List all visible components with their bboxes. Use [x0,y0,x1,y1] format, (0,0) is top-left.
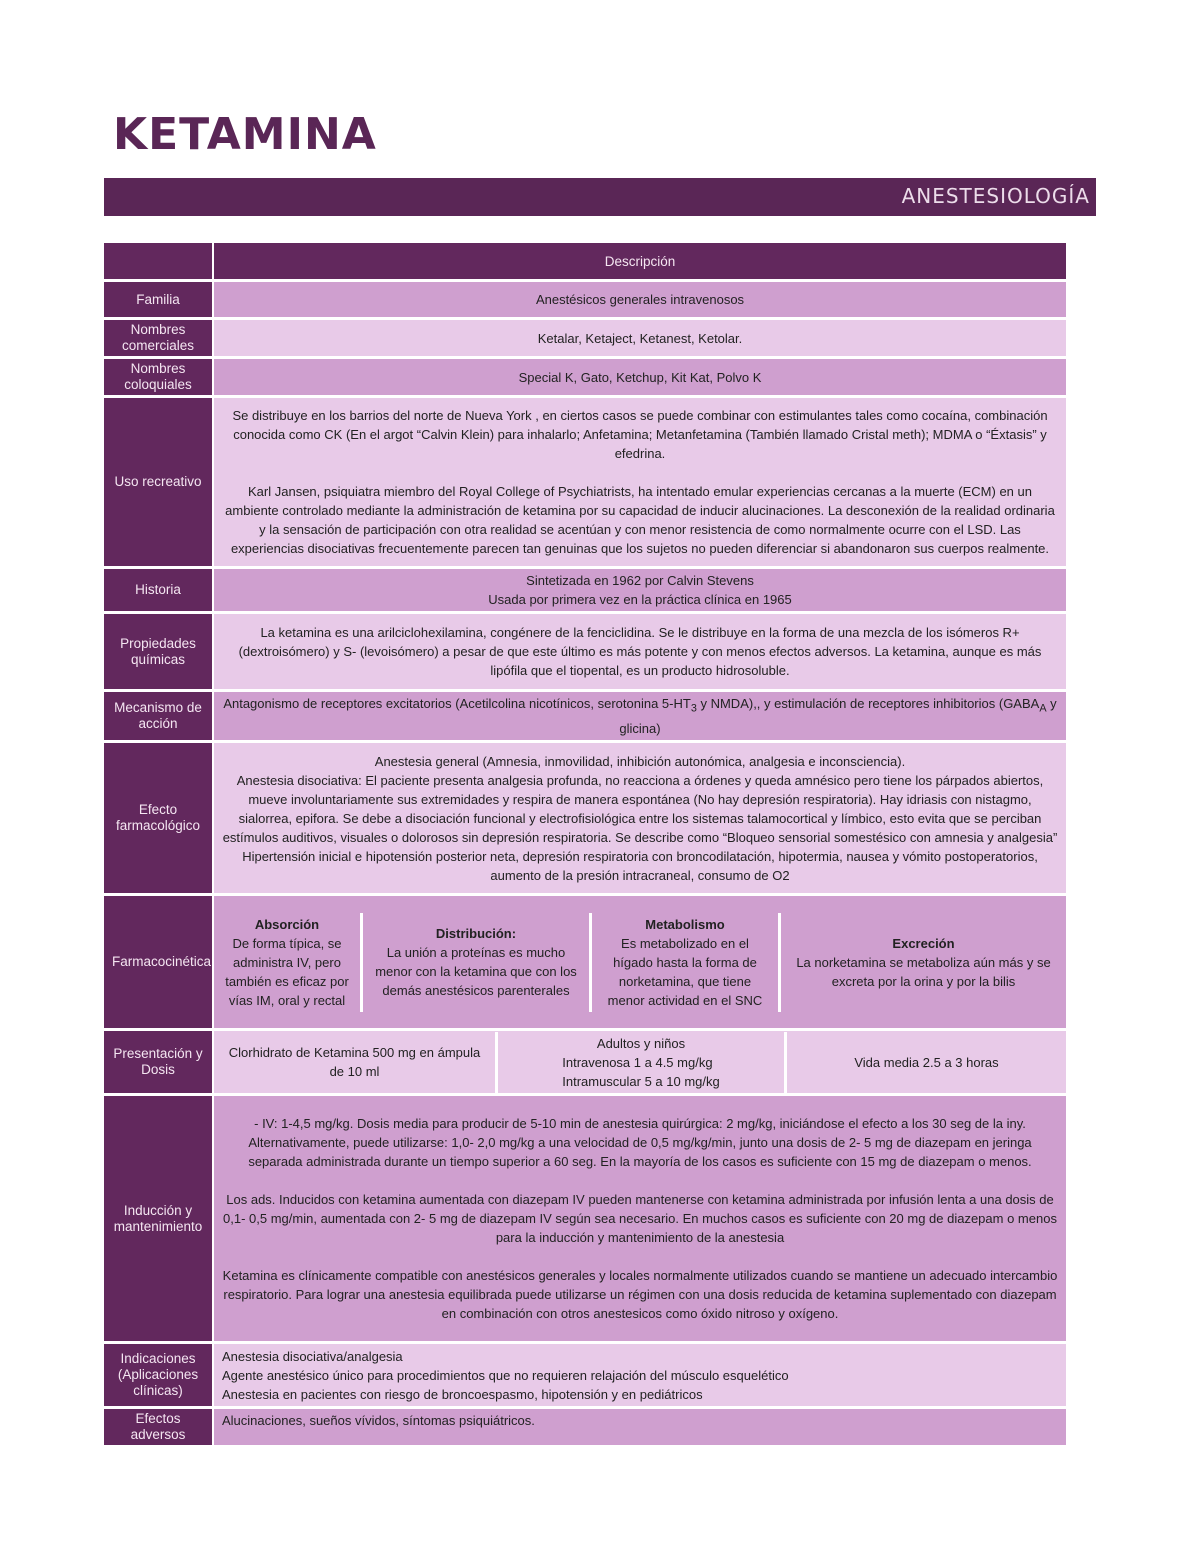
row-label: Nombres comerciales [104,320,212,356]
row-label: Indicaciones (Aplicaciones clínicas) [104,1344,212,1406]
row-label: Mecanismo de acción [104,692,212,740]
table-header-row [104,243,1066,279]
row-nombres-coloquiales [104,359,1066,395]
presentacion-vida-media: Vida media 2.5 a 3 horas [784,1032,1066,1093]
row-uso-recreativo [104,398,1066,566]
paragraph: Se distribuye en los barrios del norte de Nueva York , en ciertos casos se puede combinar con estimulantes tales como cocaína, combinación conocida como CK (En el argot “Calvin Klein) para inhalarlo; Anfetamina; Metanfetamina (También llamado Cristal meth); MDMA o “Éxtasis” y efedrina. [232,408,1048,461]
row-value: - IV: 1-4,5 mg/kg. Dosis media para producir de 5-10 min de anestesia quirúrgica: 2 mg/kg, iniciándose el efecto a los 30 seg de la iny. Alternativamente, puede utilizarse: 1,0- 2,0 mg/kg a una velocidad de 0,5 mg/kg/min, junto una dosis de 2- 5 mg de diazepam en jeringa separada administrada durante un tiempo superior a 60 seg. En la mayoría de los casos es suficiente con 15 mg de diazepam o menos. Los ads. Inducidos con ketamina aumentada con diazepam IV pueden mantenerse con ketamina administrada por infusión lenta a una dosis de 0,1- 0,5 mg/min, aumentada con 2- 5 mg de diazepam IV según sea necesario. En muchos casos es suficiente con 20 mg de diazepam o menos para la inducción y mantenimiento de la anestesia Ketamina es clínicamente compatible con anestésicos generales y locales normalmente utilizados cuando se mantiene un adecuado intercambio respiratorio. Para lograr una anestesia equilibrada puede utilizarse un régimen con una dosis reducida de ketamina suplementado con diazepam en combinación con otros anestesicos como óxido nitroso y oxígeno. [214,1096,1066,1341]
row-value [214,743,1066,893]
pk-subtable [214,913,1066,1012]
header-empty-cell [104,243,212,279]
row-nombres-comerciales [104,320,1066,356]
row-induccion [104,1096,1066,1341]
presentacion-dosis: Adultos y niños Intravenosa 1 a 4.5 mg/kg Intramuscular 5 a 10 mg/kg [495,1032,784,1093]
pk-distribucion: Distribución: La unión a proteínas es mucho menor con la ketamina que con los demás anestésicos parenterales [360,913,589,1012]
row-mecanismo [104,692,1066,740]
presentacion-ampula: Clorhidrato de Ketamina 500 mg en ámpula de 10 ml [228,1045,481,1079]
row-label: Inducción y mantenimiento [104,1096,212,1341]
row-value: Special K, Gato, Ketchup, Kit Kat, Polvo K [214,359,1066,395]
row-farmacocinetica [104,896,1066,1028]
row-label: Presentación y Dosis [104,1031,212,1093]
row-value [214,1031,1066,1093]
line: Usada por primera vez en la práctica clínica en 1965 [488,592,792,607]
row-value [214,896,1066,1028]
section-banner [104,178,1096,216]
dosis-subtable [214,1032,1066,1093]
row-label: Propiedades químicas [104,614,212,689]
row-value: Alucinaciones, sueños vívidos, síntomas psiquiátricos. [214,1409,1066,1445]
line: Anestesia general (Amnesia, inmovilidad, inhibición autonómica, analgesia e inconsciencia). [374,753,906,769]
row-value: Anestesia disociativa/analgesia Agente anestésico único para procedimientos que no requieren relajación del músculo esquelético Anestesia en pacientes con riesgo de broncoespasmo, hipotensión y en pediátricos [214,1344,1066,1406]
pk-metabolismo: Metabolismo Es metabolizado en el hígado hasta la forma de norketamina, que tiene menor actividad en el SNC [589,913,778,1012]
row-value [214,398,1066,566]
row-label: Efectos adversos [104,1409,212,1445]
row-value: Ketalar, Ketaject, Ketanest, Ketolar. [214,320,1066,356]
row-value [214,569,1066,611]
row-label: Historia [104,569,212,611]
pk-absorcion: Absorción De forma típica, se administra IV, pero también es eficaz por vías IM, oral y rectal [225,916,349,1008]
row-value: Anestésicos generales intravenosos [214,282,1066,317]
page-title: KETAMINA [113,109,377,160]
line: Sintetizada en 1962 por Calvin Stevens [526,573,754,588]
header-description: Descripción [214,243,1066,279]
line: Hipertensión inicial e hipotensión posterior neta, depresión respiratoria con broncodilatación, hipotermia, nausea y vómito postoperatorios, aumento de la presión intracraneal, consumo de O2 [242,848,1038,883]
row-label: Uso recreativo [104,398,212,566]
row-efecto [104,743,1066,893]
row-value: La ketamina es una arilciclohexilamina, congénere de la fenciclidina. Se le distribuye en la forma de una mezcla de los isómeros R+ (dextroisómero) y S- (levoisómero) a pesar de que este último es más potente y con menos efectos adversos. La ketamina, aunque es más lipófila que el tiopental, es un producto hidrosoluble. [214,614,1066,689]
row-indicaciones [104,1344,1066,1406]
row-label: Nombres coloquiales [104,359,212,395]
row-label: Efecto farmacológico [104,743,212,893]
row-propiedades [104,614,1066,689]
row-efectos-adversos [104,1409,1066,1445]
banner-label: ANESTESIOLOGÍA [901,184,1090,208]
paragraph: Karl Jansen, psiquiatra miembro del Royal College of Psychiatrists, ha intentado emular experiencias cercanas a la muerte (ECM) en un ambiente controlado mediante la administración de ketamina por su capacidad de inducir alucinaciones. La desconexión de la realidad ordinaria y la sensación de participación con otra realidad se acentúan y con menor resistencia de como normalmente ocurre con el LSD. Las experiencias disociativas frecuentemente parecen tan genuinas que los sujetos no pueden diferenciar si abandonaron sus cuerpos realmente. [225,484,1055,556]
row-label: Farmacocinética [104,896,212,1028]
row-presentacion [104,1031,1066,1093]
line: Anestesia disociativa: El paciente presenta analgesia profunda, no reacciona a órdenes y queda amnésico pero tiene los párpados abiertos, mueve involuntariamente sus extremidades y respira de manera espontánea (No hay depresión respiratoria). Hay idriasis con nistagmo, sialorrea, epifora. Se debe a disociación funcional y electrofisiológica entre los sistemas talamocortical y límbico, esto evita que se perciban estímulos auditivos, visuales o dolorosos sin depresión respiratoria. Se describe como “Bloqueo sensorial somestésico con amnesia y analgesia” [222,772,1058,845]
row-label: Familia [104,282,212,317]
row-historia [104,569,1066,611]
row-familia [104,282,1066,317]
row-value: Antagonismo de receptores excitatorios (Acetilcolina nicotínicos, serotonina $5-HT_3$ y NMDA),, y estimulación de receptores inhibitorios ($GABA_A$ y glicina) [214,692,1066,740]
pk-excrecion: Excreción La norketamina se metaboliza aún más y se excreta por la orina y por la bilis [778,913,1066,1012]
drug-info-table [102,240,1068,1448]
